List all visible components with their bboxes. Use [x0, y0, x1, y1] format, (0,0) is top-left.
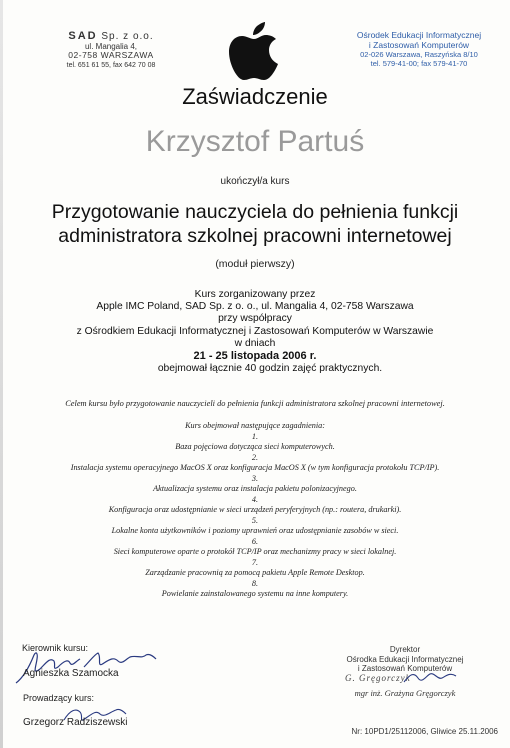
topic-number: 5. — [251, 515, 259, 525]
course-dates: 21 - 25 listopada 2006 r. — [193, 350, 317, 363]
company-street: ul. Mangalia 4, — [84, 41, 138, 51]
topic-number: 4. — [251, 494, 259, 504]
course-purpose: Celem kursu było przygotowanie nauczycieli do pełnienia funkcji administratora szkolnej pracowni internetowej. — [65, 399, 445, 408]
director-name: mgr inż. Grażyna Gręgorczyk — [354, 688, 456, 698]
company-city: 02-758 WARSZAWA — [68, 50, 154, 60]
director-role-line2: Ośrodka Edukacji Informatycznej — [346, 654, 464, 664]
course-info — [20, 289, 490, 375]
topic-number: 3. — [251, 473, 259, 483]
apple-logo-icon — [226, 22, 284, 82]
company-header — [46, 32, 176, 70]
institution-phone: tel. 579-41-00; fax 579-41-70 — [370, 59, 468, 68]
course-leader-name: Agnieszka Szamocka — [23, 668, 119, 679]
topic-number: 2. — [251, 452, 259, 462]
info-line4: z Ośrodkiem Edukacji Informatycznej i Zastosowań Komputerów w Warszawie — [76, 325, 434, 337]
topic-text: Instalacja systemu operacyjnego MacOS X oraz konfiguracja MacOS X (w tym konfiguracja protokołu TCP/IP). — [70, 463, 440, 472]
certificate-title: Zaświadczenie — [182, 84, 328, 109]
director-role-line3: i Zastosowań Komputerów — [357, 664, 453, 673]
course-title — [20, 200, 490, 248]
topics-list — [20, 421, 490, 600]
course-leader-signature — [10, 647, 160, 687]
topic-text: Zarządzanie pracownią za pomocą pakietu Apple Remote Desktop. — [145, 568, 365, 577]
info-line1: Kurs zorganizowany przez — [194, 289, 316, 300]
course-hours: obejmował łącznie 40 godzin zajęć praktycznych. — [157, 363, 383, 375]
topics-heading: Kurs obejmował następujące zagadnienia: — [185, 421, 325, 430]
course-instructor-role: Prowadzący kurs: — [23, 693, 95, 703]
page-edge-shadow — [0, 0, 3, 748]
director-signature — [400, 668, 460, 690]
topic-number: 1. — [251, 431, 259, 441]
company-brand-rest: Sp. z o.o. — [101, 31, 154, 42]
company-brand-bold: SAD — [68, 30, 98, 42]
institution-name-line1: Ośrodek Edukacji Informatycznej — [356, 30, 482, 40]
topic-text: Lokalne konta użytkowników i poziomy uprawnień oraz udostępnianie zasobów w sieci. — [111, 526, 399, 535]
director-stamp: G. Gręgorczyk — [345, 673, 411, 683]
company-phone: tel. 651 61 55, fax 642 70 08 — [66, 61, 156, 69]
info-line2: Apple IMC Poland, SAD Sp. z o. o., ul. Mangalia 4, 02-758 Warszawa — [96, 301, 414, 313]
info-line5: w dniach — [234, 337, 276, 349]
course-title-line2: administratora szkolnej pracowni internetowej — [58, 225, 452, 247]
director-role-line1: Dyrektor — [389, 645, 421, 654]
topic-number: 8. — [251, 578, 259, 588]
course-leader-role: Kierownik kursu: — [22, 643, 89, 653]
topic-text: Konfiguracja oraz udostępnianie w sieci urządzeń peryferyjnych (np.: routera, drukarki). — [108, 505, 402, 514]
topic-number: 6. — [251, 536, 259, 546]
institution-header — [344, 30, 494, 68]
topic-number: 7. — [251, 557, 259, 567]
document-number: Nr: 10PD1/25112006, Gliwice 25.11.2006 — [351, 727, 498, 736]
topic-text: Aktualizacja systemu oraz instalacja pakietu polonizacyjnego. — [153, 484, 357, 493]
recipient-name: Krzysztof Partuś — [145, 125, 365, 158]
course-instructor-name: Grzegorz Radziszewski — [23, 717, 128, 728]
completed-text: ukończył/a kurs — [220, 176, 290, 187]
topic-text: Powielanie zainstalowanego systemu na inne komputery. — [161, 589, 349, 598]
course-title-line1: Przygotowanie nauczyciela do pełnienia funkcji — [51, 201, 459, 223]
company-brand — [46, 32, 176, 42]
institution-name-line2: i Zastosowań Komputerów — [368, 40, 470, 50]
topic-text: Baza pojęciowa dotycząca sieci komputerowych. — [175, 442, 335, 451]
institution-address: 02-026 Warszawa, Raszyńska 8/10 — [360, 50, 478, 59]
course-module: (moduł pierwszy) — [215, 258, 295, 270]
topic-text: Sieci komputerowe oparte o protokół TCP/IP oraz mechanizmy pracy w sieci lokalnej. — [113, 547, 397, 556]
info-line3: przy współpracy — [218, 313, 292, 325]
